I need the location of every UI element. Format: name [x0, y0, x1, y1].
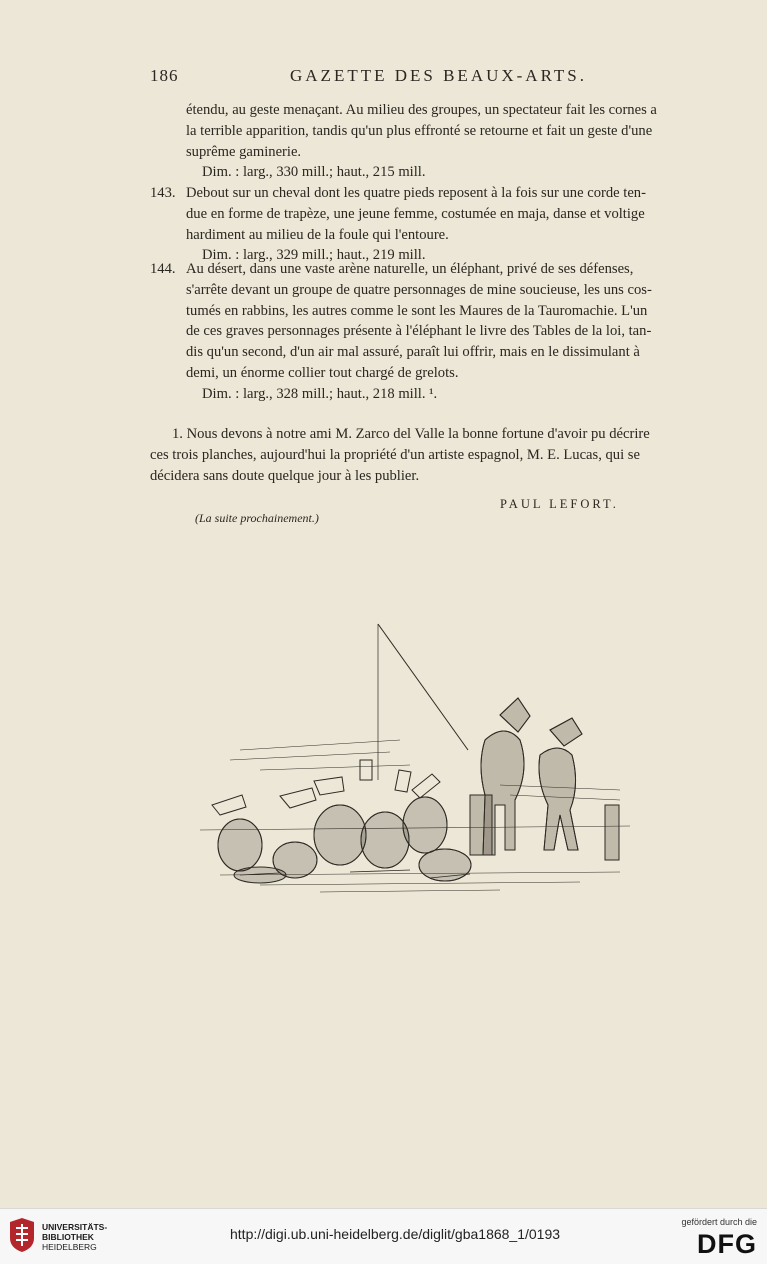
text-line: de ces graves personnages présente à l'éléphant le livre des Tables de la loi, tan- [186, 323, 652, 340]
text-line: demi, un énorme collier tout chargé de grelots. [186, 364, 459, 381]
text-line: suprême gaminerie. [186, 143, 302, 160]
text-line: dis qu'un second, d'un air mal assuré, paraît lui offrir, mais en le dissimulant à [186, 344, 640, 361]
page-number: 186 [150, 66, 179, 85]
footnote-line: décidera sans doute quelque jour à les publier. [150, 467, 420, 484]
text-line: étendu, au geste menaçant. Au milieu des groupes, un spectateur fait les cornes a [186, 102, 657, 118]
entry-number: 144. [150, 261, 176, 277]
text-line: Debout sur un cheval dont les quatre pieds reposent à la fois sur une corde ten- [186, 185, 646, 201]
footnote-line: ces trois planches, aujourd'hui la propriété d'un artiste espagnol, M. E. Lucas, qui se [150, 446, 640, 463]
text-line: Au désert, dans une vaste arène naturelle, un éléphant, privé de ses défenses, [186, 261, 634, 277]
dimensions: Dim. : larg., 329 mill.; haut., 219 mill. [202, 247, 426, 264]
text-line: la terrible apparition, tandis qu'un plus effronté se retourne et fait un geste d'une [186, 122, 653, 139]
journal-title: GAZETTE DES BEAUX-ARTS. [290, 66, 587, 85]
library-name [42, 1222, 107, 1252]
text-line: s'arrête devant un groupe de quatre personnages de mine soucieuse, les uns cos- [186, 281, 652, 298]
library-name-line: HEIDELBERG [42, 1242, 97, 1252]
entry-number: 143. [150, 185, 176, 201]
dimensions: Dim. : larg., 328 mill.; haut., 218 mill. ¹. [202, 385, 438, 402]
footnote [150, 424, 685, 486]
continuation-note: (La suite prochainement.) [195, 511, 319, 525]
footnote-line: 1. Nous devons à notre ami M. Zarco del Valle la bonne fortune d'avoir pu décrire [172, 426, 650, 442]
entry-144 [150, 259, 685, 405]
permalink-url[interactable]: http://digi.ub.uni-heidelberg.de/diglit/gba1868_1/0193 [230, 1226, 561, 1242]
text-line: tumés en rabbins, les autres comme le sont les Maures de la Tauromachie. L'un [186, 302, 648, 319]
funding-label: gefördert durch die [681, 1217, 757, 1227]
entry-143 [150, 183, 685, 266]
dimensions: Dim. : larg., 330 mill.; haut., 215 mill. [202, 164, 426, 181]
viewer-footer [0, 1208, 767, 1264]
library-logo[interactable] [8, 1218, 118, 1258]
text-line: due en forme de trapèze, une jeune femme, costumée en maja, danse et voltige [186, 205, 645, 222]
entry-142-tail [150, 100, 685, 183]
dfg-logo[interactable]: DFG [697, 1229, 757, 1259]
author-signature: PAUL LEFORT. [500, 497, 619, 511]
library-name-line: BIBLIOTHEK [42, 1232, 94, 1242]
engraving-illustration [200, 620, 630, 910]
text-line: hardiment au milieu de la foule qui l'entoure. [186, 226, 449, 243]
running-head [150, 66, 670, 92]
university-seal-icon [8, 1218, 36, 1252]
library-name-line: UNIVERSITÄTS- [42, 1222, 108, 1232]
